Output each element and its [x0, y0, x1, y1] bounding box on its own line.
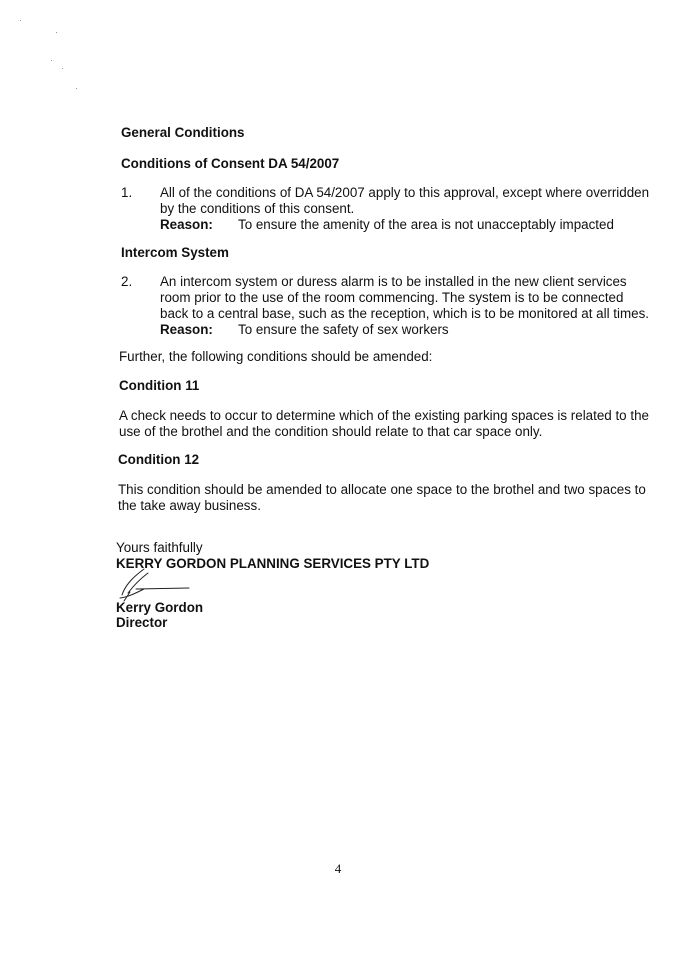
signatory-name: Kerry Gordon — [116, 600, 204, 615]
condition-2-number: 2. — [121, 274, 133, 289]
heading-general-conditions: General Conditions — [121, 125, 245, 140]
scan-speck — [76, 88, 77, 89]
condition-2-line: back to a central base, such as the reception, which is to be monitored at all times. — [160, 306, 650, 321]
signature-image — [114, 565, 194, 605]
condition-12-line: This condition should be amended to allocate one space to the brothel and two spaces to — [118, 482, 646, 497]
condition-2-reason — [160, 322, 649, 338]
condition-12-line: the take away business. — [118, 498, 261, 513]
scan-speck — [20, 20, 21, 21]
company-name: KERRY GORDON PLANNING SERVICES PTY LTD — [116, 556, 430, 571]
condition-2-reason-text: To ensure the safety of sex workers — [238, 322, 449, 337]
condition-2-body — [160, 274, 649, 338]
condition-11-body — [119, 408, 649, 440]
condition-2-reason-label: Reason: — [160, 322, 213, 337]
closing-text: Yours faithfully — [116, 540, 203, 555]
condition-2-line: An intercom system or duress alarm is to be installed in the new client services — [160, 274, 627, 289]
scan-speck — [51, 60, 52, 61]
condition-2-line: room prior to the use of the room commencing. The system is to be connected — [160, 290, 624, 305]
condition-1-body — [160, 185, 649, 233]
condition-1-reason — [160, 217, 649, 233]
condition-11-line: use of the brothel and the condition should relate to that car space only. — [119, 424, 543, 439]
condition-1-reason-text: To ensure the amenity of the area is not unacceptably impacted — [238, 217, 614, 232]
condition-1-number: 1. — [121, 185, 133, 200]
page-number: 4 — [334, 861, 342, 876]
heading-intercom-system: Intercom System — [121, 245, 229, 260]
condition-1-reason-label: Reason: — [160, 217, 213, 232]
condition-12-body — [118, 482, 646, 514]
heading-condition-12: Condition 12 — [118, 452, 200, 467]
scan-speck — [62, 68, 63, 69]
condition-1-line: by the conditions of this consent. — [160, 201, 355, 216]
further-text: Further, the following conditions should be amended: — [119, 349, 433, 364]
condition-1-line: All of the conditions of DA 54/2007 apply to this approval, except where overridden — [160, 185, 650, 200]
heading-conditions-of-consent: Conditions of Consent DA 54/2007 — [121, 156, 340, 171]
signatory-title: Director — [116, 615, 168, 630]
condition-11-line: A check needs to occur to determine which of the existing parking spaces is related to the — [119, 408, 649, 423]
scan-speck — [56, 32, 57, 33]
heading-condition-11: Condition 11 — [119, 378, 200, 393]
